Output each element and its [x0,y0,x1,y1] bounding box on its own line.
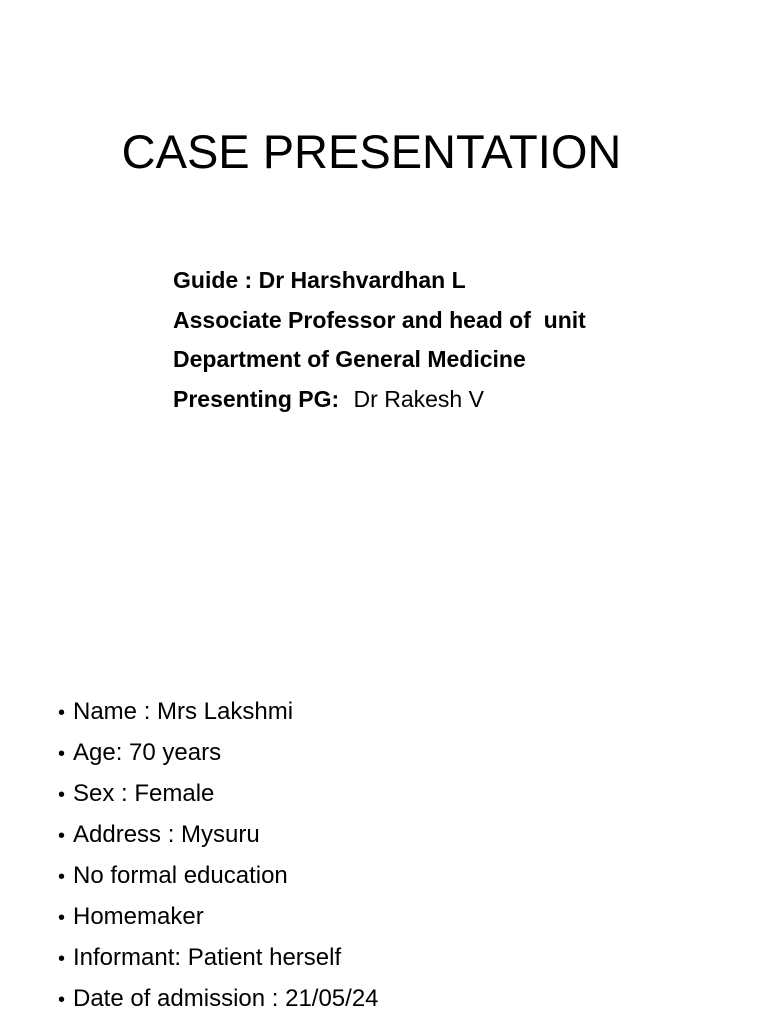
designation-text: Associate Professor and head of unit [173,306,586,333]
list-item [58,979,379,1020]
bullet-text: Sex : Female [73,780,215,807]
bullet-icon: • [58,989,66,1011]
bullet-icon: • [58,948,66,970]
bullet-text: No formal education [73,862,288,889]
bullet-text: Informant: Patient herself [73,944,342,971]
list-item [58,897,379,938]
bullet-text: Homemaker [73,903,204,930]
bullet-icon: • [58,866,66,888]
patient-details-list [58,692,379,1020]
list-item [58,856,379,897]
bullet-text: Age: 70 years [73,739,222,766]
bullet-text: Address : Mysuru [73,821,260,848]
list-item [58,733,379,774]
bullet-text: Date of admission : 21/05/24 [73,985,379,1012]
department-line [173,340,586,380]
list-item [58,815,379,856]
bullet-icon: • [58,784,66,806]
guide-text: Guide : Dr Harshvardhan L [173,267,466,293]
bullet-icon: • [58,743,66,765]
list-item [58,938,379,979]
designation-line [173,301,586,341]
bullet-icon: • [58,907,66,929]
bullet-text: Name : Mrs Lakshmi [73,698,294,725]
list-item [58,692,379,733]
presenter-name: Dr Rakesh V [353,385,484,412]
slide-title: CASE PRESENTATION [121,125,622,178]
presenter-details [173,261,586,419]
bullet-icon: • [58,702,66,724]
patient-details-slide [0,600,768,1024]
guide-line [173,261,586,301]
list-item [58,774,379,815]
bullet-icon: • [58,825,66,847]
presenter-label: Presenting PG: [173,385,340,412]
department-text: Department of General Medicine [173,346,526,372]
presenter-line [173,380,586,420]
